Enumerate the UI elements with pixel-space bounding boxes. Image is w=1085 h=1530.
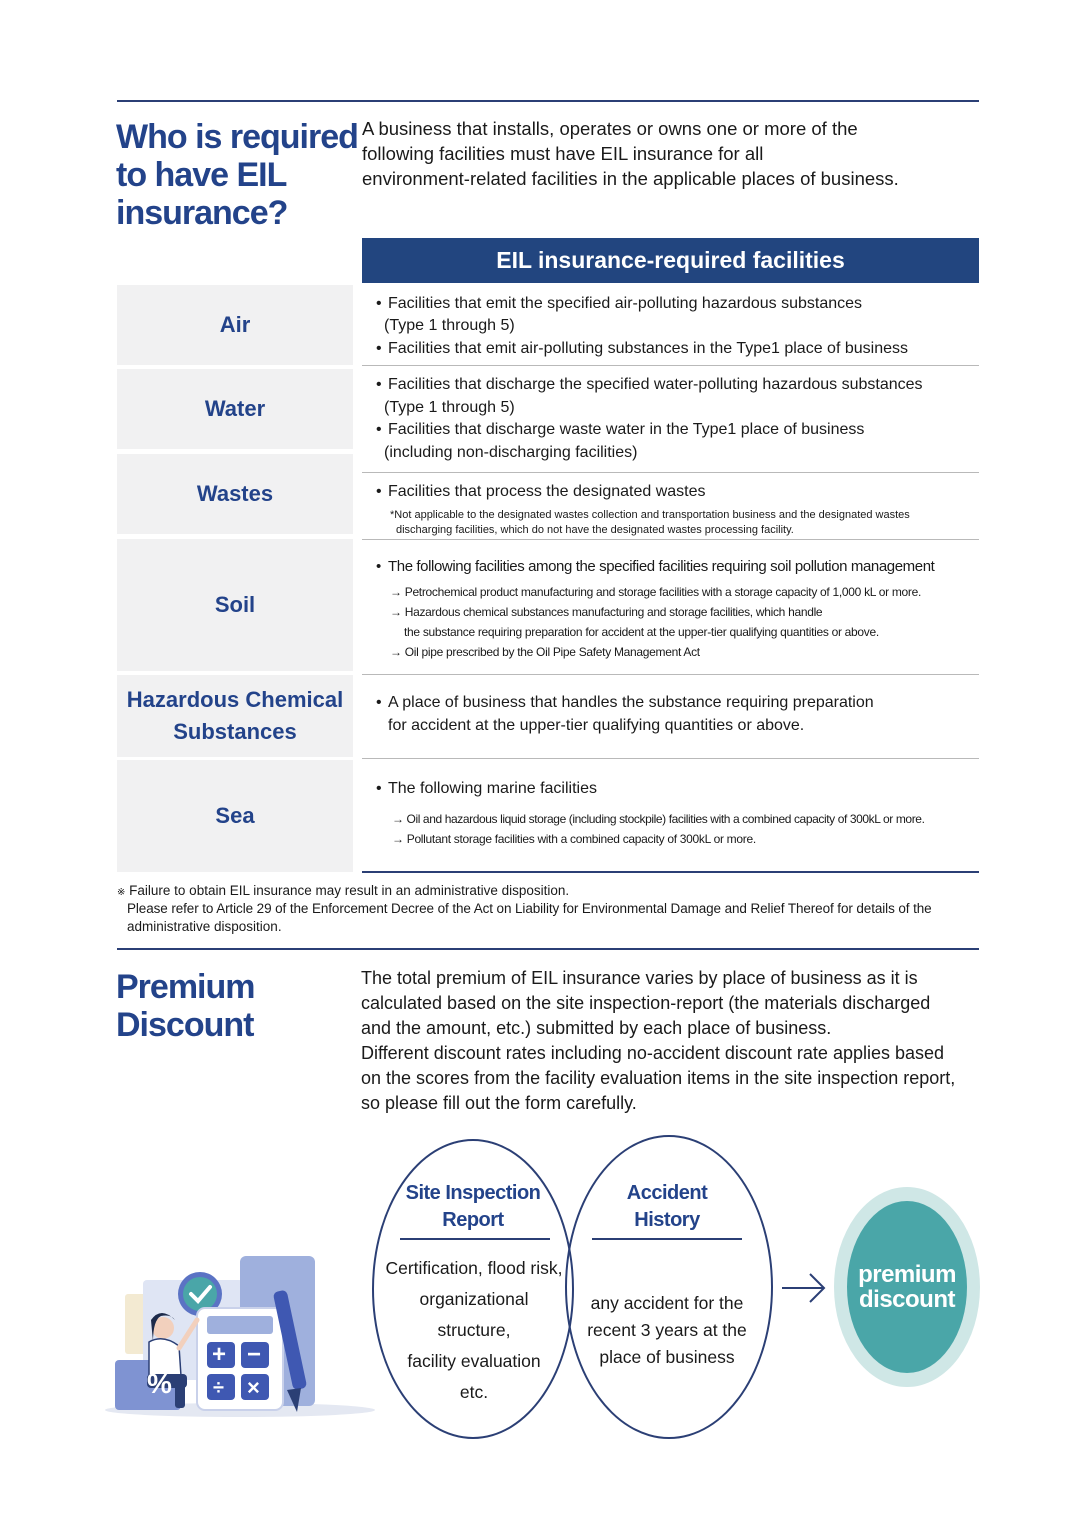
title-line: History (634, 1209, 700, 1231)
bullet-line (376, 556, 934, 578)
bullet: • (376, 483, 382, 500)
percent-icon: % (147, 1368, 172, 1399)
premium-discount-title (116, 968, 255, 1044)
category-hazardous-chemical (117, 675, 353, 757)
text-line: facility evaluation (407, 1351, 541, 1371)
title-line: Accident (626, 1182, 708, 1204)
category-sea (117, 760, 353, 872)
text-line: organizational (419, 1289, 529, 1309)
row-hazardous-description (362, 675, 979, 759)
category-label: Hazardous Chemical (126, 687, 344, 712)
divide-key-icon: ÷ (213, 1377, 224, 1399)
title-line: Site Inspection (405, 1182, 541, 1204)
who-required-intro (362, 116, 899, 191)
continuation-line: (Type 1 through 5) (384, 317, 515, 334)
title-line: insurance? (116, 194, 288, 232)
footnote-text: Failure to obtain EIL insurance may result in an administrative disposition. (129, 883, 570, 898)
title-line: Report (442, 1209, 504, 1231)
badge-inner (847, 1201, 967, 1373)
top-divider (117, 100, 979, 102)
times-key-icon: × (247, 1375, 260, 1400)
intro-line: on the scores from the facility evaluation items in the site inspection report, (361, 1068, 956, 1088)
footnote-first-line (117, 882, 569, 902)
bullet-text: The following facilities among the specified facilities requiring soil pollution management (388, 558, 935, 575)
reference-mark: ※ (117, 887, 126, 898)
title-line: Discount (116, 1006, 254, 1044)
intro-line: and the amount, etc.) submitted by each place of business. (361, 1018, 832, 1038)
note-line: → Hazardous chemical substances manufacturing and storage facilities, which handle (390, 605, 823, 619)
bullet: • (376, 376, 382, 393)
bullet: • (376, 421, 382, 438)
category-label: Soil (214, 592, 256, 617)
minus-key-icon: − (247, 1341, 262, 1368)
note-line: discharging facilities, which do not have the designated wastes processing facility. (396, 524, 794, 536)
badge-label: premium (858, 1261, 956, 1288)
bullet: • (376, 558, 381, 575)
text-line: etc. (459, 1382, 489, 1402)
bullet: • (376, 780, 382, 797)
category-label: Sea (215, 803, 255, 828)
row-wastes-description (362, 473, 979, 540)
accident-history-underline (592, 1238, 742, 1240)
bullet-text: Facilities that emit air-polluting substances in the Type1 place of business (388, 340, 908, 357)
category-label: Water (204, 396, 266, 421)
text-line: Certification, flood risk, (385, 1258, 563, 1278)
text-line: structure, (437, 1320, 511, 1340)
note-line: → Pollutant storage facilities with a combined capacity of 300kL or more. (392, 832, 756, 846)
bullet-text: Facilities that process the designated wastes (388, 483, 706, 500)
title-line: Who is required (116, 118, 358, 156)
text-line: recent 3 years at the (587, 1320, 747, 1340)
category-label: Substances (173, 719, 297, 744)
intro-line: environment-related facilities in the applicable places of business. (362, 168, 899, 189)
continuation-line: for accident at the upper-tier qualifying quantities or above. (388, 717, 805, 734)
intro-line: following facilities must have EIL insurance for all (362, 143, 764, 164)
intro-line: A business that installs, operates or owns one or more of the (362, 118, 858, 139)
title-line: to have EIL (116, 156, 287, 194)
bullet-line (376, 374, 923, 396)
category-wastes (117, 454, 353, 534)
site-inspection-text (372, 1253, 576, 1408)
badge-label: discount (859, 1286, 955, 1313)
bullet-line (376, 338, 908, 360)
note-line: → Petrochemical product manufacturing and storage facilities with a storage capacity of 1,000 kL or more. (390, 585, 922, 599)
bullet-line (376, 778, 597, 800)
intro-line: The total premium of EIL insurance varies by place of business as it is (361, 968, 918, 988)
bullet-text: A place of business that handles the substance requiring preparation (388, 694, 874, 711)
calculator-illustration (105, 1250, 380, 1420)
note-line: → Oil and hazardous liquid storage (including stockpile) facilities with a combined capacity of 300kL or more. (392, 812, 925, 826)
intro-line: so please fill out the form carefully. (361, 1093, 637, 1113)
site-inspection-title (374, 1180, 572, 1234)
category-air (117, 285, 353, 365)
bullet-line (376, 692, 874, 714)
accident-history-text (567, 1290, 767, 1371)
arrow-right-icon (780, 1268, 828, 1308)
note-line: the substance requiring preparation for accident at the upper-tier qualifying quantities or above. (404, 625, 879, 639)
bullet-line (376, 481, 706, 503)
category-label: Air (219, 312, 251, 337)
row-soil-description (362, 540, 979, 675)
text-line: any accident for the (590, 1293, 744, 1313)
category-label: Wastes (196, 481, 274, 506)
row-air-description (362, 285, 979, 366)
category-soil (117, 539, 353, 671)
site-inspection-underline (400, 1238, 550, 1240)
note-line: *Not applicable to the designated wastes collection and transportation business and the designated wastes (390, 509, 910, 521)
text-line: place of business (599, 1347, 735, 1367)
category-water (117, 369, 353, 449)
bullet-text: Facilities that discharge waste water in the Type1 place of business (388, 421, 865, 438)
plus-key-icon: + (212, 1341, 227, 1368)
premium-discount-badge (834, 1187, 980, 1387)
intro-line: Different discount rates including no-accident discount rate applies based (361, 1043, 945, 1063)
intro-line: calculated based on the site inspection-report (the materials discharged (361, 993, 931, 1013)
premium-intro (361, 966, 955, 1116)
bullet-text: Facilities that discharge the specified water-polluting hazardous substances (388, 376, 923, 393)
bullet-text: The following marine facilities (388, 780, 597, 797)
bullet: • (376, 694, 382, 711)
note-line: → Oil pipe prescribed by the Oil Pipe Safety Management Act (390, 645, 700, 659)
bullet-line (376, 419, 864, 441)
row-water-description (362, 366, 979, 473)
who-required-title (116, 118, 358, 232)
title-line: Premium (116, 968, 255, 1006)
table-header: EIL insurance-required facilities (362, 238, 979, 283)
bullet: • (376, 295, 382, 312)
bullet: • (376, 340, 382, 357)
continuation-line: (Type 1 through 5) (384, 399, 515, 416)
bullet-line (376, 293, 862, 315)
footnote-text: administrative disposition. (127, 919, 282, 934)
premium-divider (117, 948, 979, 950)
continuation-line: (including non-discharging facilities) (384, 444, 638, 461)
bullet-text: Facilities that emit the specified air-polluting hazardous substances (388, 295, 863, 312)
row-sea-description (362, 759, 979, 873)
accident-history-title (567, 1180, 767, 1234)
footnote-text: Please refer to Article 29 of the Enforcement Decree of the Act on Liability for Environmental Damage and Relief Thereof for details of the (127, 901, 932, 916)
